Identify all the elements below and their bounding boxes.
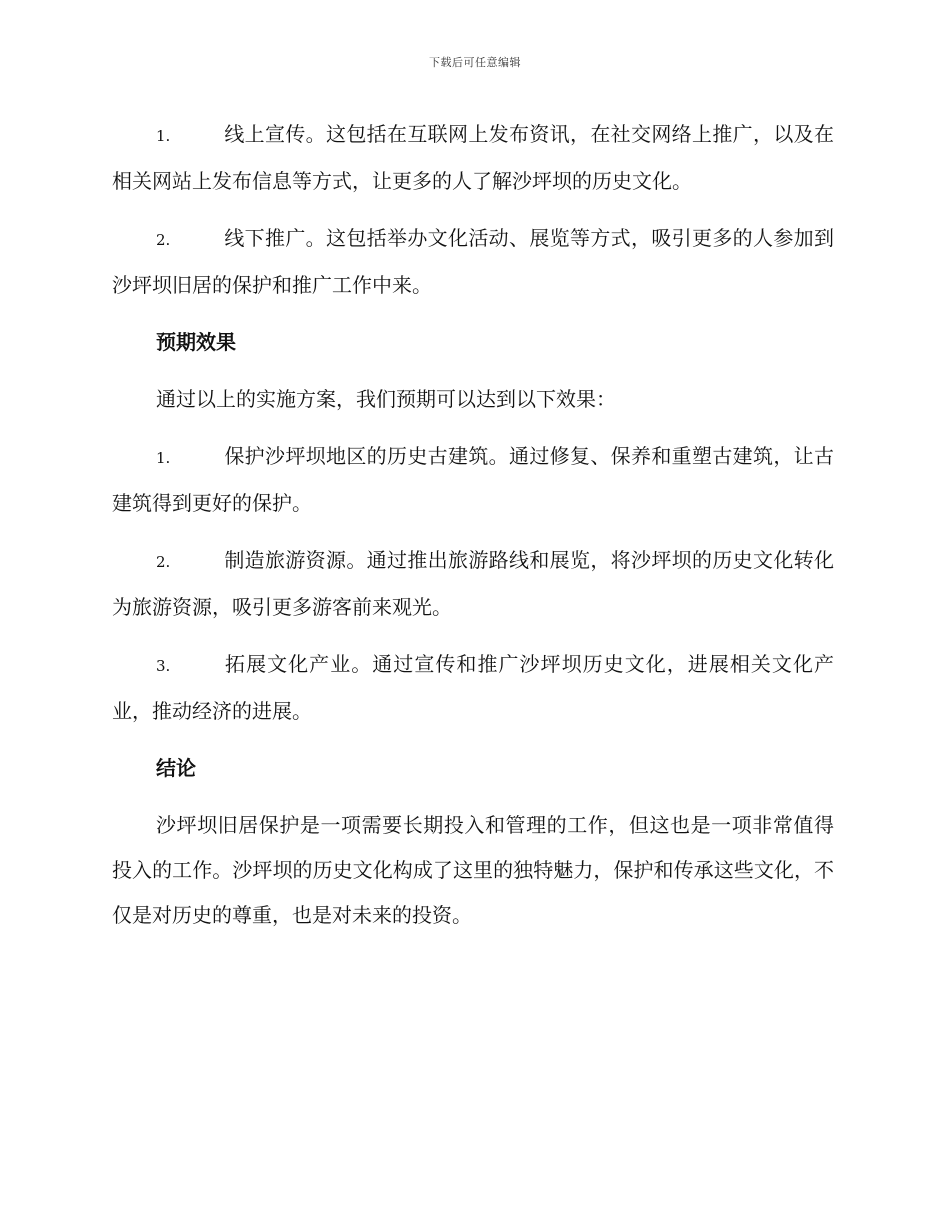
- list-number: 1.: [156, 449, 171, 467]
- document-body: [112, 112, 834, 950]
- list-item-text: 线下推广。这包括举办文化活动、展览等方式，吸引更多的人参加到沙坪坝旧居的保护和推广工作中来。: [112, 226, 834, 297]
- list-item: [112, 434, 834, 526]
- list-item-text: 制造旅游资源。通过推出旅游路线和展览，将沙坪坝的历史文化转化为旅游资源，吸引更多游客前来观光。: [112, 548, 834, 619]
- effects-intro: 通过以上的实施方案，我们预期可以达到以下效果：: [156, 387, 616, 411]
- list-item: [112, 216, 834, 308]
- list-item: [112, 538, 834, 630]
- list-number: 1.: [156, 127, 171, 145]
- list-item-text: 线上宣传。这包括在互联网上发布资讯，在社交网络上推广，以及在相关网站上发布信息等方式，让更多的人了解沙坪坝的历史文化。: [112, 122, 834, 193]
- list-number: 3.: [156, 657, 171, 675]
- list-item: [112, 642, 834, 734]
- list-item: [112, 112, 834, 204]
- section-heading-conclusion: 结论: [156, 756, 196, 780]
- page-header: 下载后可任意编辑: [429, 56, 521, 69]
- section-heading-effects: 预期效果: [156, 330, 236, 354]
- conclusion-paragraph: 沙坪坝旧居保护是一项需要长期投入和管理的工作，但这也是一项非常值得投入的工作。沙坪坝的历史文化构成了这里的独特魅力，保护和传承这些文化，不仅是对历史的尊重，也是对未来的投资。: [112, 813, 834, 927]
- list-number: 2.: [156, 553, 171, 571]
- list-item-text: 拓展文化产业。通过宣传和推广沙坪坝历史文化，进展相关文化产业，推动经济的进展。: [112, 652, 834, 723]
- list-number: 2.: [156, 231, 171, 249]
- list-item-text: 保护沙坪坝地区的历史古建筑。通过修复、保养和重塑古建筑，让古建筑得到更好的保护。: [112, 444, 834, 515]
